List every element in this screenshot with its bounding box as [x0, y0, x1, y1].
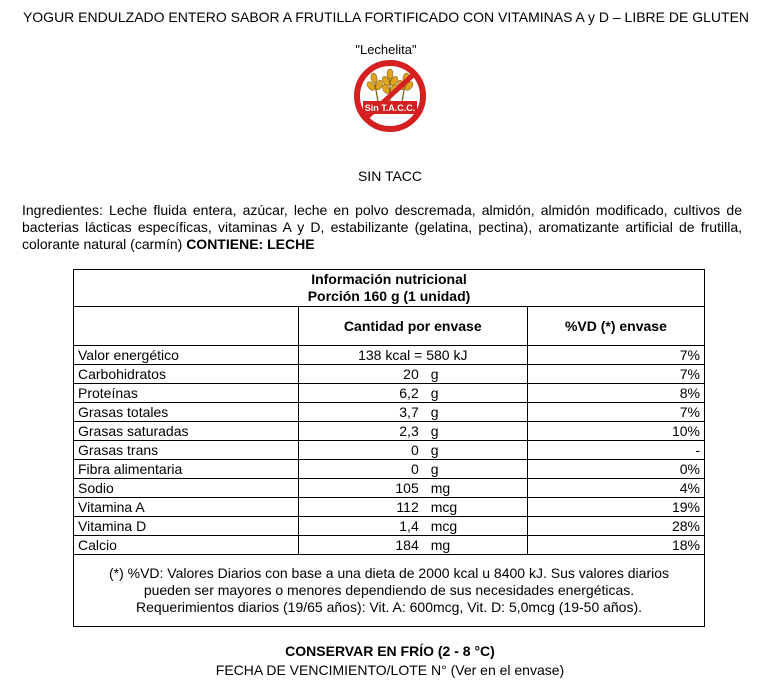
nutrient-amount-cell [298, 365, 527, 384]
nutrient-vd: 18% [527, 536, 704, 555]
nutrition-row [74, 479, 705, 498]
nutrient-amount: 184 [395, 537, 419, 553]
nutrient-amount-cell: 138 kcal = 580 kJ [298, 346, 527, 365]
nutrient-amount-cell [298, 517, 527, 536]
nutrient-unit: mg [430, 480, 451, 496]
brand-name: "Lechelita" [355, 42, 417, 57]
nutrient-amount-cell [298, 403, 527, 422]
nutrition-row [74, 384, 705, 403]
nutrient-amount: 0 [410, 461, 419, 477]
nutrient-unit: mcg [430, 499, 458, 515]
column-header-vd: %VD (*) envase [527, 307, 704, 346]
nutrient-amount-cell [298, 460, 527, 479]
nutrient-amount: 1,4 [399, 518, 419, 534]
logo-text: Sin T.A.C.C. [364, 103, 416, 113]
nutrient-unit: mcg [430, 518, 458, 534]
nutrient-name: Fibra alimentaria [74, 460, 299, 479]
nutrient-vd: 0% [527, 460, 704, 479]
nutrition-table [73, 269, 705, 627]
nutrient-amount: 6,2 [399, 385, 419, 401]
nutrient-amount: 0 [410, 442, 419, 458]
nutrition-row [74, 441, 705, 460]
serving-size: Porción 160 g (1 unidad) [307, 288, 471, 304]
nutrition-row [74, 346, 705, 365]
nutrient-amount: 105 [395, 480, 419, 496]
nutrient-vd: 7% [527, 365, 704, 384]
nutrient-amount-cell [298, 441, 527, 460]
nutrient-name: Proteínas [74, 384, 299, 403]
nutrient-amount-cell [298, 384, 527, 403]
nutrient-name: Grasas totales [74, 403, 299, 422]
nutrition-row [74, 498, 705, 517]
nutrition-row [74, 422, 705, 441]
nutrient-vd: - [527, 441, 704, 460]
nutrient-vd: 7% [527, 346, 704, 365]
nutrient-name: Sodio [74, 479, 299, 498]
nutrition-row [74, 403, 705, 422]
column-header-amount: Cantidad por envase [298, 307, 527, 346]
nutrient-amount-cell [298, 422, 527, 441]
nutrient-unit: g [430, 442, 439, 458]
sin-tacc-label: SIN TACC [357, 168, 423, 184]
nutrient-amount-cell [298, 536, 527, 555]
sin-tacc-logo-icon [354, 60, 426, 132]
nutrient-amount: 3,7 [399, 404, 419, 420]
nutrient-unit: g [430, 366, 439, 382]
nutrition-row [74, 460, 705, 479]
nutrient-unit: g [430, 423, 439, 439]
nutrition-row [74, 536, 705, 555]
nutrient-amount-cell [298, 479, 527, 498]
nutrient-unit: g [430, 385, 439, 401]
allergen-warning: CONTIENE: LECHE [186, 236, 315, 252]
nutrient-amount: 20 [403, 366, 419, 382]
nutrition-row [74, 365, 705, 384]
nutrient-vd: 19% [527, 498, 704, 517]
expiry-lot-note: FECHA DE VENCIMIENTO/LOTE N° (Ver en el envase) [215, 662, 565, 678]
nutrition-row [74, 517, 705, 536]
storage-instruction: CONSERVAR EN FRÍO (2 - 8 °C) [285, 643, 495, 659]
ingredients-list: Ingredientes: Leche fluida entera, azúcar, leche en polvo descremada, almidón, almidón modificado, cultivos de bacterias lácticas específicas, vitaminas A y D, estabilizante (gelatina, pectina), aromatizante artificial de frutilla, colorante natural (carmín) [22, 202, 742, 252]
nutrient-vd: 4% [527, 479, 704, 498]
nutrient-unit: mg [430, 537, 451, 553]
nutrient-name: Calcio [74, 536, 299, 555]
nutrition-title: Información nutricional [311, 271, 467, 287]
column-header-nutrient [74, 307, 299, 346]
nutrient-name: Vitamina D [74, 517, 299, 536]
nutrient-name: Grasas trans [74, 441, 299, 460]
ingredients-text [22, 202, 742, 253]
nutrient-name: Valor energético [74, 346, 299, 365]
nutrient-name: Grasas saturadas [74, 422, 299, 441]
nutrition-footnote: (*) %VD: Valores Diarios con base a una dieta de 2000 kcal u 8400 kJ. Sus valores diarios pueden ser mayores o menores dependiendo de sus necesidades energéticas. Requerimientos diarios (19/65 años): Vit. A: 600mcg, Vit. D: 5,0mcg (19-50 años). [74, 555, 705, 627]
product-title: YOGUR ENDULZADO ENTERO SABOR A FRUTILLA FORTIFICADO CON VITAMINAS A y D – LIBRE DE GLUTEN [22, 9, 750, 25]
nutrient-amount-cell [298, 498, 527, 517]
nutrient-unit: g [430, 461, 439, 477]
nutrient-vd: 28% [527, 517, 704, 536]
nutrition-header [74, 270, 705, 307]
nutrient-vd: 10% [527, 422, 704, 441]
nutrient-vd: 8% [527, 384, 704, 403]
nutrient-name: Carbohidratos [74, 365, 299, 384]
nutrient-amount: 112 [396, 499, 419, 515]
nutrient-amount: 2,3 [399, 423, 419, 439]
nutrient-name: Vitamina A [74, 498, 299, 517]
nutrient-unit: g [430, 404, 439, 420]
nutrient-vd: 7% [527, 403, 704, 422]
